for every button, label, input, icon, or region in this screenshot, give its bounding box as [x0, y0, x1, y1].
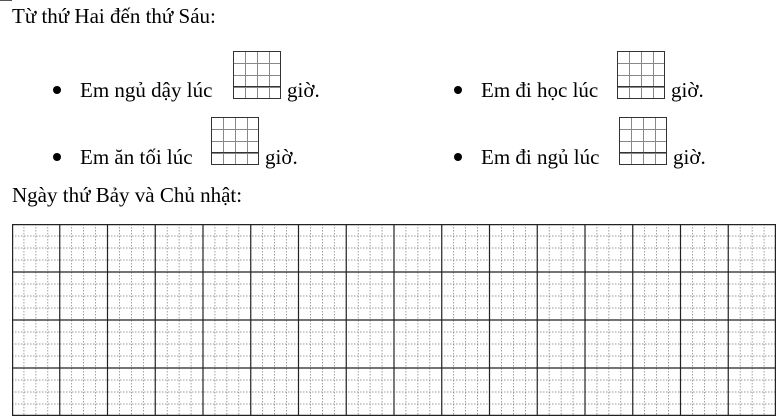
weekend-heading: Ngày thứ Bảy và Chủ nhật: — [12, 183, 243, 207]
handwriting-practice-grid[interactable] — [12, 224, 776, 416]
item-suffix-bedtime: giờ. — [673, 145, 706, 169]
item-label-go-to-school: Em đi học lúc — [481, 78, 599, 102]
bullet-dot — [454, 86, 462, 94]
bullet-dot — [53, 86, 61, 94]
bullet-dot — [454, 153, 462, 161]
weekday-heading: Từ thứ Hai đến thứ Sáu: — [12, 4, 216, 28]
answer-box-dinner[interactable] — [211, 117, 259, 165]
item-suffix-dinner: giờ. — [265, 145, 298, 169]
bullet-dot — [53, 153, 61, 161]
item-label-dinner: Em ăn tối lúc — [80, 145, 193, 169]
page-corner-mark — [0, 0, 12, 1]
item-label-bedtime: Em đi ngủ lúc — [481, 145, 600, 169]
item-suffix-wake-up: giờ. — [287, 78, 320, 102]
answer-box-bedtime[interactable] — [619, 117, 667, 165]
answer-box-go-to-school[interactable] — [617, 51, 665, 99]
item-label-wake-up: Em ngủ dậy lúc — [80, 78, 213, 102]
item-suffix-go-to-school: giờ. — [671, 78, 704, 102]
answer-box-wake-up[interactable] — [233, 51, 281, 99]
